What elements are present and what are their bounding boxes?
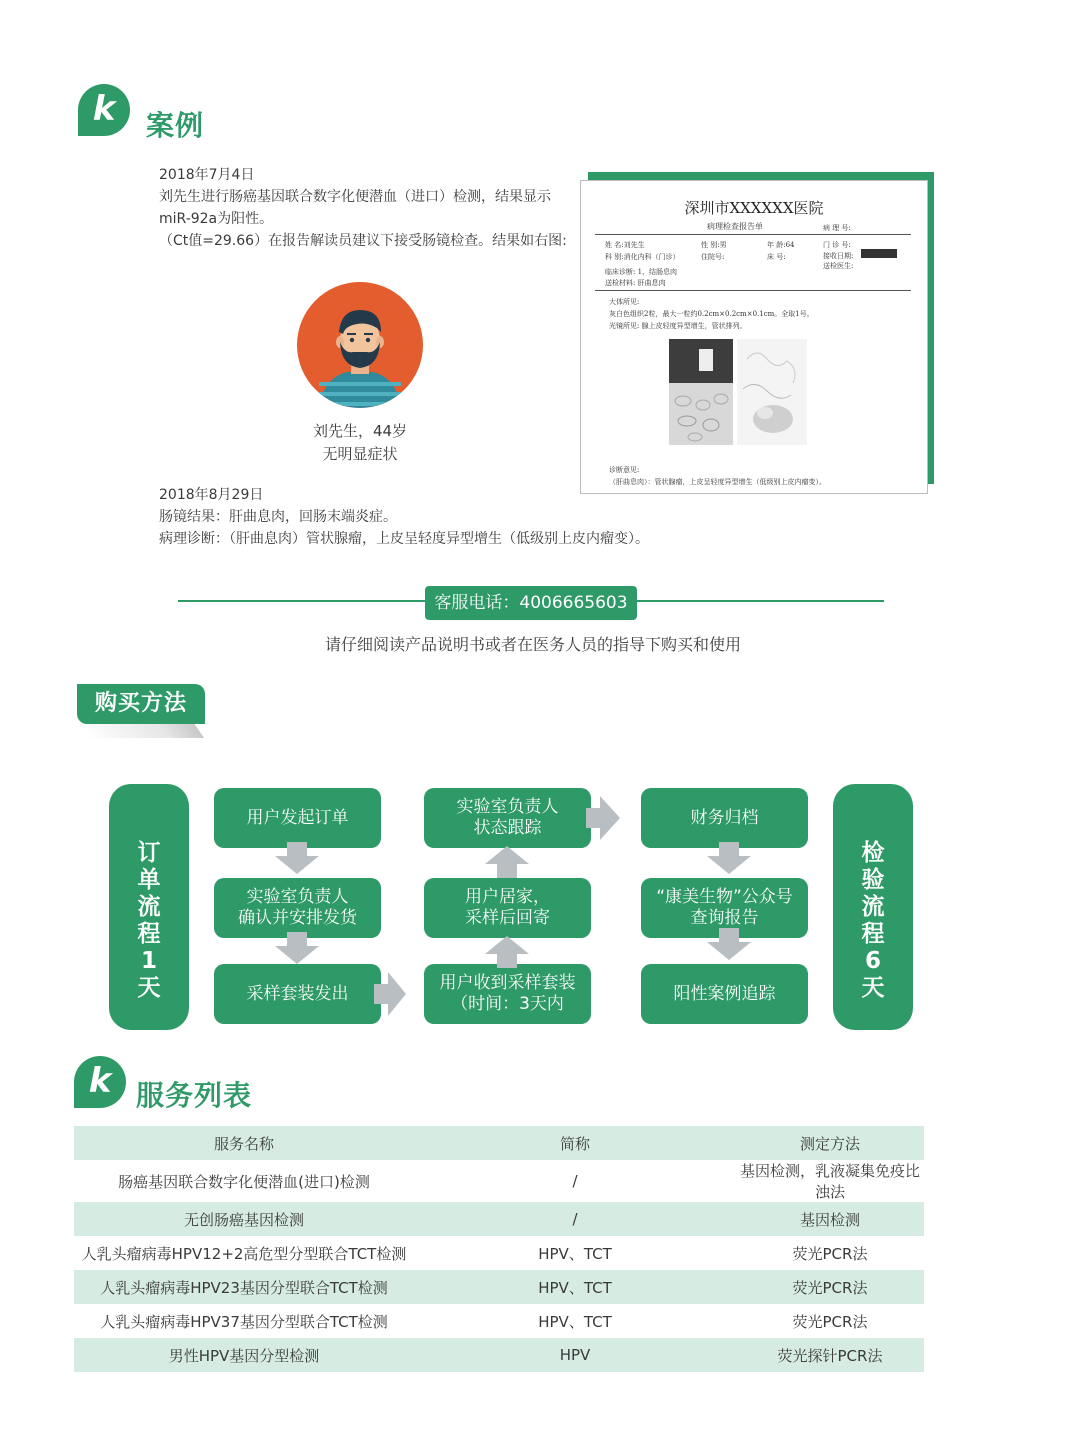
case-date-1: 2018年7月4日 [159, 167, 255, 183]
table-row [74, 1236, 924, 1270]
cell-method: 荧光PCR法 [792, 1312, 868, 1331]
arrow-down-icon [707, 842, 751, 874]
side-char: 验 [861, 867, 885, 893]
cell-abbr: HPV、TCT [538, 1312, 612, 1331]
header-method: 测定方法 [736, 1126, 924, 1160]
arrow-down-icon [275, 932, 319, 964]
report-ward: 住院号: [701, 253, 725, 261]
cell-method: 荧光探针PCR法 [777, 1346, 883, 1365]
cell-abbr: HPV、TCT [538, 1278, 612, 1297]
report-hospital: 深圳市XXXXXX医院 [684, 199, 824, 217]
report-case-no: 病 理 号: [823, 224, 851, 232]
step-query-report: “康美生物”公众号 查询报告 [641, 878, 808, 938]
case-result-1: 肠镜结果：肝曲息肉，回肠末端炎症。 [159, 509, 397, 525]
report-sex: 性 别:男 [701, 241, 727, 249]
side-char: 程 [137, 921, 161, 947]
report-dept: 科 别:消化内科（门诊） [605, 253, 680, 261]
hotline-phone[interactable]: 客服电话：4006665603 [425, 586, 637, 620]
side-char: 1 [140, 948, 157, 974]
services-table [74, 1126, 924, 1372]
side-char: 6 [864, 948, 881, 974]
step-lab-confirm: 实验室负责人 确认并安排发货 [214, 878, 381, 938]
report-subtitle: 病理检查报告单 [707, 222, 763, 231]
report-material: 送检材料: 肝曲息肉 [605, 279, 666, 287]
report-doctor: 送检医生: [823, 262, 854, 270]
cell-method: 荧光PCR法 [792, 1278, 868, 1297]
arrow-down-icon [707, 928, 751, 960]
report-gross-title: 大体所见: [609, 298, 640, 306]
cell-method: 基因检测，乳液凝集免疫比浊法 [739, 1162, 920, 1201]
step-kit-shipped: 采样套装发出 [214, 964, 381, 1024]
cell-service-name: 肠癌基因联合数字化便潜血(进口)检测 [118, 1172, 370, 1191]
report-age: 年 龄:64 [767, 241, 795, 249]
step-positive-followup: 阳性案例追踪 [641, 964, 808, 1024]
cell-service-name: 人乳头瘤病毒HPV12+2高危型分型联合TCT检测 [81, 1244, 407, 1263]
report-bed: 床 号: [767, 253, 786, 261]
side-char: 天 [137, 975, 161, 1001]
report-micro: 光镜所见: 腺上皮轻度异型增生，管状排列。 [609, 322, 747, 330]
cell-method: 基因检测 [799, 1210, 860, 1229]
report-name: 姓 名:刘先生 [605, 241, 645, 249]
table-row [74, 1202, 924, 1236]
arrow-right-icon [374, 972, 406, 1016]
step-place-order: 用户发起订单 [214, 788, 381, 848]
case-result-2: 病理诊断：（肝曲息肉）管状腺瘤，上皮呈轻度异型增生（低级别上皮内瘤变）。 [159, 531, 649, 547]
step-home-sampling: 用户居家， 采样后回寄 [424, 878, 591, 938]
case-line-3: （Ct值=29.66）在报告解读员建议下接受肠镜检查。结果如右图: [159, 233, 567, 249]
case-line-1: 刘先生进行肠癌基因联合数字化便潜血（进口）检测，结果显示 [159, 189, 551, 205]
brand-logo-icon: k [78, 84, 130, 136]
patient-symptom: 无明显症状 [322, 445, 398, 463]
cell-service-name: 男性HPV基因分型检测 [168, 1346, 320, 1365]
table-header-row [74, 1126, 924, 1160]
arrow-right-icon [586, 796, 620, 840]
header-service-name: 服务名称 [74, 1126, 414, 1160]
side-char: 流 [861, 894, 885, 920]
step-kit-received: 用户收到采样套装 （时间：3天内 [424, 964, 591, 1024]
case-line-2: miR-92a为阳性。 [159, 211, 274, 227]
table-row [74, 1304, 924, 1338]
patient-name-age: 刘先生，44岁 [312, 422, 408, 440]
table-row [74, 1338, 924, 1372]
side-char: 程 [861, 921, 885, 947]
purchase-section-title: 购买方法 [77, 684, 205, 724]
services-section-title: 服务列表 [136, 1079, 253, 1112]
arrow-up-icon [485, 936, 529, 968]
arrow-down-icon [275, 842, 319, 874]
report-gross: 灰白色组织2粒，最大一粒约0.2cm×0.2cm×0.1cm。全取1号。 [609, 310, 814, 318]
cell-abbr: HPV [559, 1346, 591, 1364]
case-section-title: 案例 [146, 109, 205, 142]
report-dx-title: 诊断意见: [609, 466, 640, 474]
table-row [74, 1270, 924, 1304]
side-char: 单 [137, 867, 161, 893]
report-dx: （肝曲息肉）：管状腺瘤，上皮呈轻度异型增生（低级别上皮内瘤变）。 [609, 478, 826, 486]
arrow-up-icon [485, 846, 529, 878]
brand-logo-icon: k [74, 1056, 126, 1108]
report-clinical-dx: 临床诊断: 1、结肠息肉 [605, 268, 678, 276]
step-finance-archive: 财务归档 [641, 788, 808, 848]
cell-service-name: 人乳头瘤病毒HPV37基因分型联合TCT检测 [100, 1312, 388, 1331]
cell-abbr: / [572, 1172, 578, 1190]
report-recv-date: 接收日期: [823, 252, 854, 260]
cell-service-name: 无创肠癌基因检测 [183, 1210, 304, 1229]
side-char: 订 [137, 840, 161, 866]
side-char: 检 [861, 840, 885, 866]
header-abbr: 简称 [414, 1126, 736, 1160]
cell-service-name: 人乳头瘤病毒HPV23基因分型联合TCT检测 [100, 1278, 388, 1297]
side-char: 天 [861, 975, 885, 1001]
case-date-2: 2018年8月29日 [159, 487, 264, 503]
cell-abbr: HPV、TCT [538, 1244, 612, 1263]
usage-notice: 请仔细阅读产品说明书或者在医务人员的指导下购买和使用 [324, 635, 741, 654]
cell-method: 荧光PCR法 [792, 1244, 868, 1263]
step-status-tracking: 实验室负责人 状态跟踪 [424, 788, 591, 848]
table-row [74, 1160, 924, 1202]
report-clinic-no: 门 诊 号: [823, 241, 851, 249]
side-char: 流 [137, 894, 161, 920]
cell-abbr: / [572, 1210, 578, 1228]
